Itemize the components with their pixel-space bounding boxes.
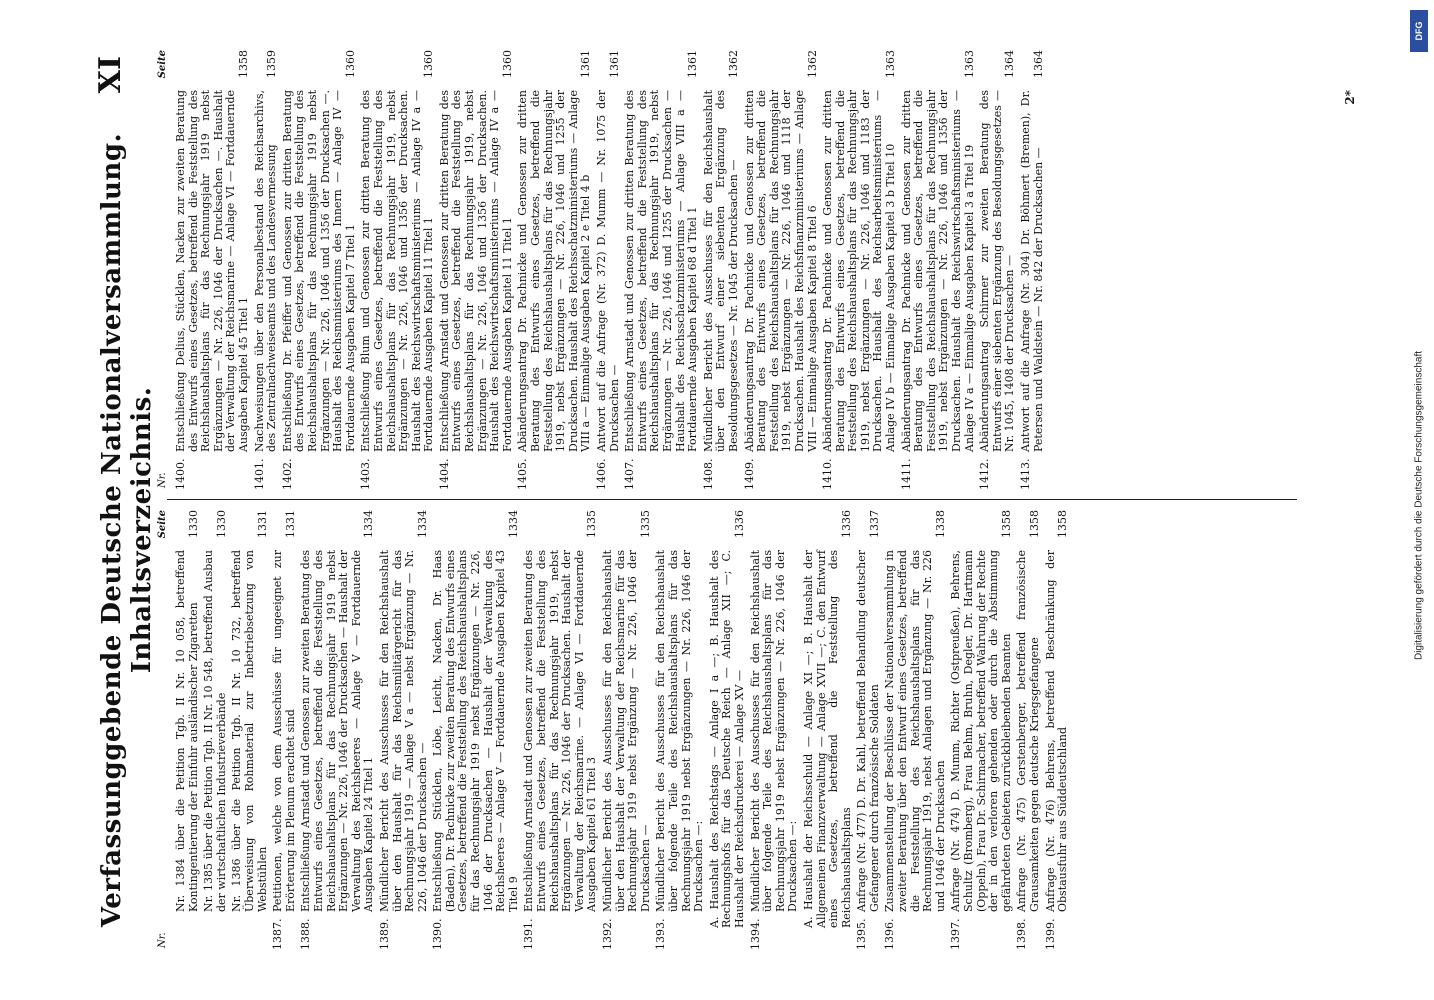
entry-number: 1407. (623, 458, 637, 490)
entry-page: 1358 (236, 50, 250, 78)
list-item (744, 50, 820, 490)
entry-text: Entschließung Blum und Genossen zur dritten Beratung des Entwurfs eines Gesetzes, betreffend die Feststellung des Reichshaushaltsplans für das Rechnungsjahr 1919, nebst Ergänzungen — Nr. 226, 1046 und 1356 der Drucksachen. Haushalt des Reichswirtschaftsministeriums — Anlage IV a — Fortdauernde Ausgaben Kapitel 11 Titel 1 (359, 90, 436, 452)
entry-text: Abänderungsantrag Dr. Pachnicke und Genossen zur dritten Beratung des Entwurfs eines Gesetzes, betreffend die Feststellung des Reichshaushaltsplans für das Rechnungsjahr 1919, nebst Ergänzungen — Nr. 226, 1046 und 1255 der Drucksachen. Haushalt des Reichsschatzministeriums — Anlage VIII a — Einmalige Ausgaben Kapitel 2 e Titel 4 b (516, 90, 593, 452)
entry-number: 1401. (252, 458, 266, 490)
entry-number: 1410. (821, 458, 835, 490)
right-column (157, 50, 1307, 490)
entry-number: 1388. (299, 918, 313, 950)
page-header (79, 50, 157, 950)
entry-page: 1360 (500, 50, 514, 78)
entry-text: Mündlicher Bericht des Ausschusses für den Reichshaushalt über den Haushalt der Verwaltung der Reichsmarine für das Rechnungsjahr 1919 nebst Ergänzung — Nr. 226, 1046 der Drucksachen — (601, 550, 652, 912)
entry-text: Anfrage (Nr. 477) D. Dr. Kahl, betreffend Behandlung deutscher Gefangener durch französische Soldaten (855, 550, 881, 912)
list-item (703, 50, 741, 490)
entry-number: 1413. (1019, 458, 1032, 490)
list-item (175, 50, 251, 490)
entry-page: 1334 (506, 510, 520, 538)
list-item (360, 50, 436, 490)
entry-page: 1331 (283, 510, 297, 538)
list-item (856, 510, 881, 950)
entry-number: 1412. (978, 458, 992, 490)
entry-text: Zusammenstellung der Beschlüsse der Nationalversammlung in zweiter Beratung über den Entwurf eines Gesetzes, betreffend die Feststellung des Reichshaushaltsplans für das Rechnungsjahr 1919, nebst Anlagen und Ergänzung — Nr. 226 und 1046 der Drucksachen (883, 550, 947, 912)
list-item (517, 50, 593, 490)
entry-text: Antwort auf die Anfrage (Nr. 372) D. Mumm — Nr. 1075 der Drucksachen — (595, 90, 621, 452)
entry-number: 1397. (949, 918, 963, 950)
entry-number: 1403. (359, 458, 373, 490)
entry-number: 1395. (855, 918, 869, 950)
list-item (803, 510, 853, 950)
nr-label: Nr. (157, 932, 168, 948)
list-item (979, 50, 1017, 490)
entry-text: Nachweisungen über den Personalbestand des Reichsarchivs, des Zentralnachweiseamts und des Landesvermessung (252, 90, 279, 452)
entry-number: 1393. (654, 918, 668, 950)
entry-text: Antwort auf die Anfrage (Nr. 304) Dr. Böhmert (Bremen), Dr. Petersen und Waldstein — Nr. 842 der Drucksachen — (1019, 90, 1045, 452)
list-item (254, 50, 279, 490)
seite-label: Seite (157, 510, 168, 539)
entry-text: Entschließung Arnstadt und Genossen zur dritten Beratung des Entwurfs eines Gesetzes, betreffend die Feststellung des Reichshaushaltsplans für das Rechnungsjahr 1919, nebst Ergänzungen — Nr. 226, 1046 und 1255 der Drucksachen — Haushalt des Reichsschatzministeriums — Anlage VIII a — Fortdauernde Ausgaben Kapitel 68 d Titel 1 (623, 90, 700, 452)
rotated-page-content (57, 50, 1377, 950)
column-divider (167, 499, 1297, 500)
entry-text: Anfrage (Nr. 475) Gerstenberger, betreffend französische Grausamkeiten gegen deutsche Kriegsgefangene (1015, 550, 1041, 912)
entry-text: Abänderungsantrag Dr. Pachnicke und Genossen zur dritten Beratung des Entwurfs eines Gesetzes, betreffend die Feststellung des Reichshaushaltsplans für das Rechnungsjahr 1919, nebst Ergänzungen — Nr. 226, 1046 und 1118 der Drucksachen. Haushalt des Reichsfinanzministeriums — Anlage VIII — Einmalige Ausgaben Kapitel 8 Titel 6 (742, 90, 819, 452)
entry-text: Entschließung Dr. Pfeiffer und Genossen zur dritten Beratung des Entwurfs eines Gesetzes, betreffend die Feststellung des Reichshaushaltsplans für das Rechnungsjahr 1919 nebst Ergänzungen — Nr. 226, 1046 und 1356 der Drucksachen —. Haushalt des Reichsministeriums des Innern — Anlage IV — Fortdauernde Ausgaben Kapitel 7 Titel 1 (280, 90, 357, 452)
entry-page: 1335 (585, 510, 599, 538)
entry-number: 1405. (516, 458, 530, 490)
list-item (379, 510, 429, 950)
entry-page: 1363 (962, 50, 976, 78)
entry-page: 1364 (1003, 50, 1017, 78)
entry-text: Mündlicher Bericht des Ausschusses für den Reichshaushalt über folgende Teile des Reichshaushaltsplans für das Rechnungsjahr 1919 nebst Ergänzungen — Nr. 226, 1046 der Drucksachen —: (654, 550, 706, 912)
entry-page: 1361 (579, 50, 593, 78)
entry-text: Entschließung Arnstadt und Genossen zur zweiten Beratung des Entwurfs eines Gesetzes, betreffend die Feststellung des Reichshaushaltsplans für das Rechnungsjahr 1919, nebst Ergänzungen — Nr. 226, 1046 der Drucksachen. Haushalt der Verwaltung der Reichsmarine. — Anlage VI — Fortdauernde Ausgaben Kapitel 61 Titel 3 (522, 550, 599, 912)
entry-text: Anfrage (Nr. 474) D. Mumm, Richter (Ostpreußen), Behrens, Schultz (Bromberg), Frau Behm, Bruhn, Degler, Dr. Hartmann (Oppeln), Frau Dr. Schirmacher, betreffend Wahrung der Rechte der in den verloren gehenden oder durch die Abstimmung gefährdeten Gebieten zurückbleibenden Beamten (949, 550, 1013, 912)
page-title: Verfassunggebende Deutsche Nationalversammlung. Inhaltsverzeichnis. (97, 132, 157, 928)
entry-number: 1394. (748, 918, 762, 950)
entry-page: 1358 (999, 510, 1013, 538)
entry-text: Abänderungsantrag Dr. Pachnicke und Genossen zur dritten Beratung des Entwurfs eines Gesetzes, betreffend die Feststellung des Reichshaushaltsplans für das Rechnungsjahr 1919, nebst Ergänzungen — Nr. 226, 1046 und 1356 der Drucksachen. Haushalt des Reichswirtschaftsministeriums — Anlage IV a — Einmalige Ausgaben Kapitel 3 a Titel 19 (899, 90, 976, 452)
entry-number: 1402. (280, 458, 294, 490)
entry-text: Nr. 1386 über die Petition Tgb. II Nr. 10 732, betreffend Überweisung von Rohmaterial zur Inbetriebsetzung von Webstühlen (230, 550, 269, 912)
list-item (1016, 510, 1041, 950)
list-item (282, 50, 358, 490)
entry-number: 1390. (431, 918, 445, 950)
entry-number: 1406. (595, 458, 608, 490)
entry-number: 1396. (883, 918, 897, 950)
entry-page: 1358 (1056, 510, 1070, 538)
list-item (231, 510, 269, 950)
entry-page: 1334 (415, 510, 429, 538)
entry-number: 1400. (174, 458, 187, 490)
entry-text: Mündlicher Bericht des Ausschusses für den Reichshaushalt über den Entwurf einer siebenten Ergänzung des Besoldungsgesetzes — Nr. 1045 der Drucksachen — (701, 90, 740, 452)
entry-text: Abänderungsantrag Dr. Pachnicke und Genossen zur dritten Beratung des Entwurfs eines Gesetzes, betreffend die Feststellung des Reichshaushaltsplans für das Rechnungsjahr 1919, nebst Ergänzungen — Nr. 226, 1046 und 1183 der Drucksachen. Haushalt des Reichsarbeitsministeriums — Anlage IV b — Einmalige Ausgaben Kapitel 3 b Titel 10 (821, 90, 898, 452)
signature-mark: 2* (1343, 90, 1357, 105)
entry-text: Mündlicher Bericht des Ausschusses für den Reichshaushalt über den Haushalt für das Reichsmilitärgericht für das Rechnungsjahr 1919 — Anlage V a — nebst Ergänzung — Nr. 226, 1046 der Drucksachen — (377, 550, 429, 912)
entry-page: 1358 (1028, 510, 1041, 538)
entry-number: 1408. (701, 458, 715, 490)
list-item (655, 510, 705, 950)
list-item (439, 50, 515, 490)
list-item (901, 50, 977, 490)
list-item (432, 510, 520, 950)
entry-page: 1336 (839, 510, 853, 538)
list-item (1020, 50, 1045, 490)
entry-number: 1387. (271, 918, 285, 950)
entry-page: 1337 (867, 510, 881, 538)
column-header (157, 50, 175, 490)
entry-text: Entschließung Stücklen, Löbe, Leicht, Nacken, Dr. Haas (Baden), Dr. Pachnicke zur zweiten Beratung des Entwurfs eines Gesetzes, betreffend die Feststellung des Reichshaushaltsplans für das Rechnungsjahr 1919 nebst Ergänzungen — Nr. 226, 1046 der Drucksachen — Haushalt der Verwaltung des Reichsheeres — Anlage V — Fortdauernde Ausgaben Kapitel 43 Titel 9 (431, 550, 520, 912)
page-number: XI (93, 56, 128, 94)
list-item (750, 510, 800, 950)
entry-text: Mündlicher Bericht des Ausschusses für den Reichshaushalt über folgende Teile des Reichshaushaltsplans für das Rechnungsjahr 1919 nebst Ergänzungen — Nr. 226, 1046 der Drucksachen —: (748, 550, 800, 912)
list-item (950, 510, 1013, 950)
entry-text: Entschließung Arnstadt und Genossen zur dritten Beratung des Entwurfs eines Gesetzes, betreffend die Feststellung des Reichshaushaltsplans für das Rechnungsjahr 1919, nebst Ergänzungen — Nr. 226, 1046 und 1356 der Drucksachen. Haushalt des Reichswirtschaftsministeriums — Anlage IV a — Fortdauernde Ausgaben Kapitel 11 Titel 1 (437, 90, 514, 452)
entry-page: 1360 (343, 50, 357, 78)
entry-text: Nr. 1384 über die Petition Tgb. II Nr. 10 058, betreffend Kontingentierung der Einfuhr ausländischer Zigaretten (174, 550, 200, 912)
entry-page: 1330 (214, 510, 228, 538)
dfg-logo-text: DFG (1414, 21, 1424, 41)
entry-page: 1335 (638, 510, 652, 538)
entry-page: 1360 (422, 50, 436, 78)
entry-page: 1361 (607, 50, 621, 78)
entry-page: 1362 (726, 50, 740, 78)
entry-page: 1359 (265, 50, 279, 78)
entry-text: Entschließung Delius, Stücklen, Nacken zur zweiten Beratung des Entwurfs eines Gesetzes, betreffend die Feststellung des Reichshaushaltsplans für das Rechnungsjahr 1919 nebst Ergänzungen — Nr. 226, 1046 der Drucksachen —. Haushalt der Verwaltung der Reichsmarine — Anlage VI — Fortdauernde Ausgaben Kapitel 45 Titel 1 (174, 90, 250, 452)
entry-text: Petitionen, welche von dem Ausschüsse für ungeeignet zur Erörterung im Plenum erachtet sind (271, 550, 297, 912)
seite-label: Seite (157, 50, 168, 79)
entry-number: 1409. (742, 458, 756, 490)
entry-list (175, 510, 1070, 950)
list-item (175, 510, 200, 950)
list-item (203, 510, 228, 950)
entry-number: 1392. (601, 918, 614, 950)
entry-page: 1336 (732, 510, 746, 538)
list-item (822, 50, 898, 490)
entry-number: 1399. (1043, 918, 1057, 950)
list-item (272, 510, 297, 950)
list-item (884, 510, 947, 950)
nr-label: Nr. (157, 472, 168, 488)
list-item (602, 510, 652, 950)
dfg-logo (1410, 10, 1428, 52)
entry-page: 1362 (805, 50, 819, 78)
entry-number: 1398. (1015, 918, 1029, 950)
entry-number: 1389. (377, 918, 391, 950)
entry-page: 1331 (255, 510, 269, 538)
entry-page: 1330 (186, 510, 200, 538)
list-item (300, 510, 376, 950)
entry-page: 1364 (1031, 50, 1045, 78)
list-item (1045, 510, 1070, 950)
entry-list (175, 50, 1045, 490)
entry-text: Abänderungsantrag Schirmer zur zweiten Beratung des Entwurfs einer siebenten Ergänzung des Besoldungsgesetzes — Nr. 1045, 1408 der Drucksachen — (978, 90, 1017, 452)
entry-text: A. Haushalt des Reichstags — Anlage I a —; B. Haushalt des Rechnungshofs für das Deutsche Reich — Anlage XII —; C. Haushalt der Reichsdruckerei — Anlage XV — (707, 550, 746, 928)
list-item (596, 50, 621, 490)
column-header (157, 510, 175, 950)
list-item (523, 510, 599, 950)
list-item (624, 50, 700, 490)
credit-text: Digitalisierung gefördert durch die Deutsche Forschungsgemeinschaft (1413, 350, 1425, 661)
entry-number: 1391. (522, 918, 536, 950)
entry-text: A. Haushalt der Reichsschuld — Anlage XI —; B. Haushalt der Allgemeinen Finanzverwaltung — Anlage XVII —; C. den Entwurf eines Gesetzes, betreffend die Feststellung des Reichshaushaltsplans (801, 550, 853, 928)
entry-page: 1338 (933, 510, 947, 538)
list-item (709, 510, 747, 950)
entry-number: 1411. (899, 458, 913, 490)
entry-text: Entschließung Arnstadt und Genossen zur zweiten Beratung des Entwurfs eines Gesetzes, betreffend die Feststellung des Reichshaushaltsplans für das Rechnungsjahr 1919 nebst Ergänzungen — Nr. 226, 1046 der Drucksachen — Haushalt der Verwaltung des Reichsheeres — Anlage V — Fortdauernde Ausgaben Kapitel 24 Titel 1 (299, 550, 376, 912)
digitization-credit (1408, 10, 1430, 990)
entry-page: 1334 (362, 510, 376, 538)
entry-text: Nr. 1385 über die Petition Tgb. II Nr. 10 548, betreffend Ausbau der wirtschaftlichen Industrieverbände (202, 550, 228, 912)
entry-text: Anfrage (Nr. 476) Behrens, betreffend Beschränkung der Obstausfuhr aus Süddeutschland (1043, 550, 1070, 912)
entry-page: 1361 (686, 50, 700, 78)
entry-page: 1363 (884, 50, 898, 78)
entry-number: 1404. (437, 458, 451, 490)
left-column (157, 510, 1307, 950)
